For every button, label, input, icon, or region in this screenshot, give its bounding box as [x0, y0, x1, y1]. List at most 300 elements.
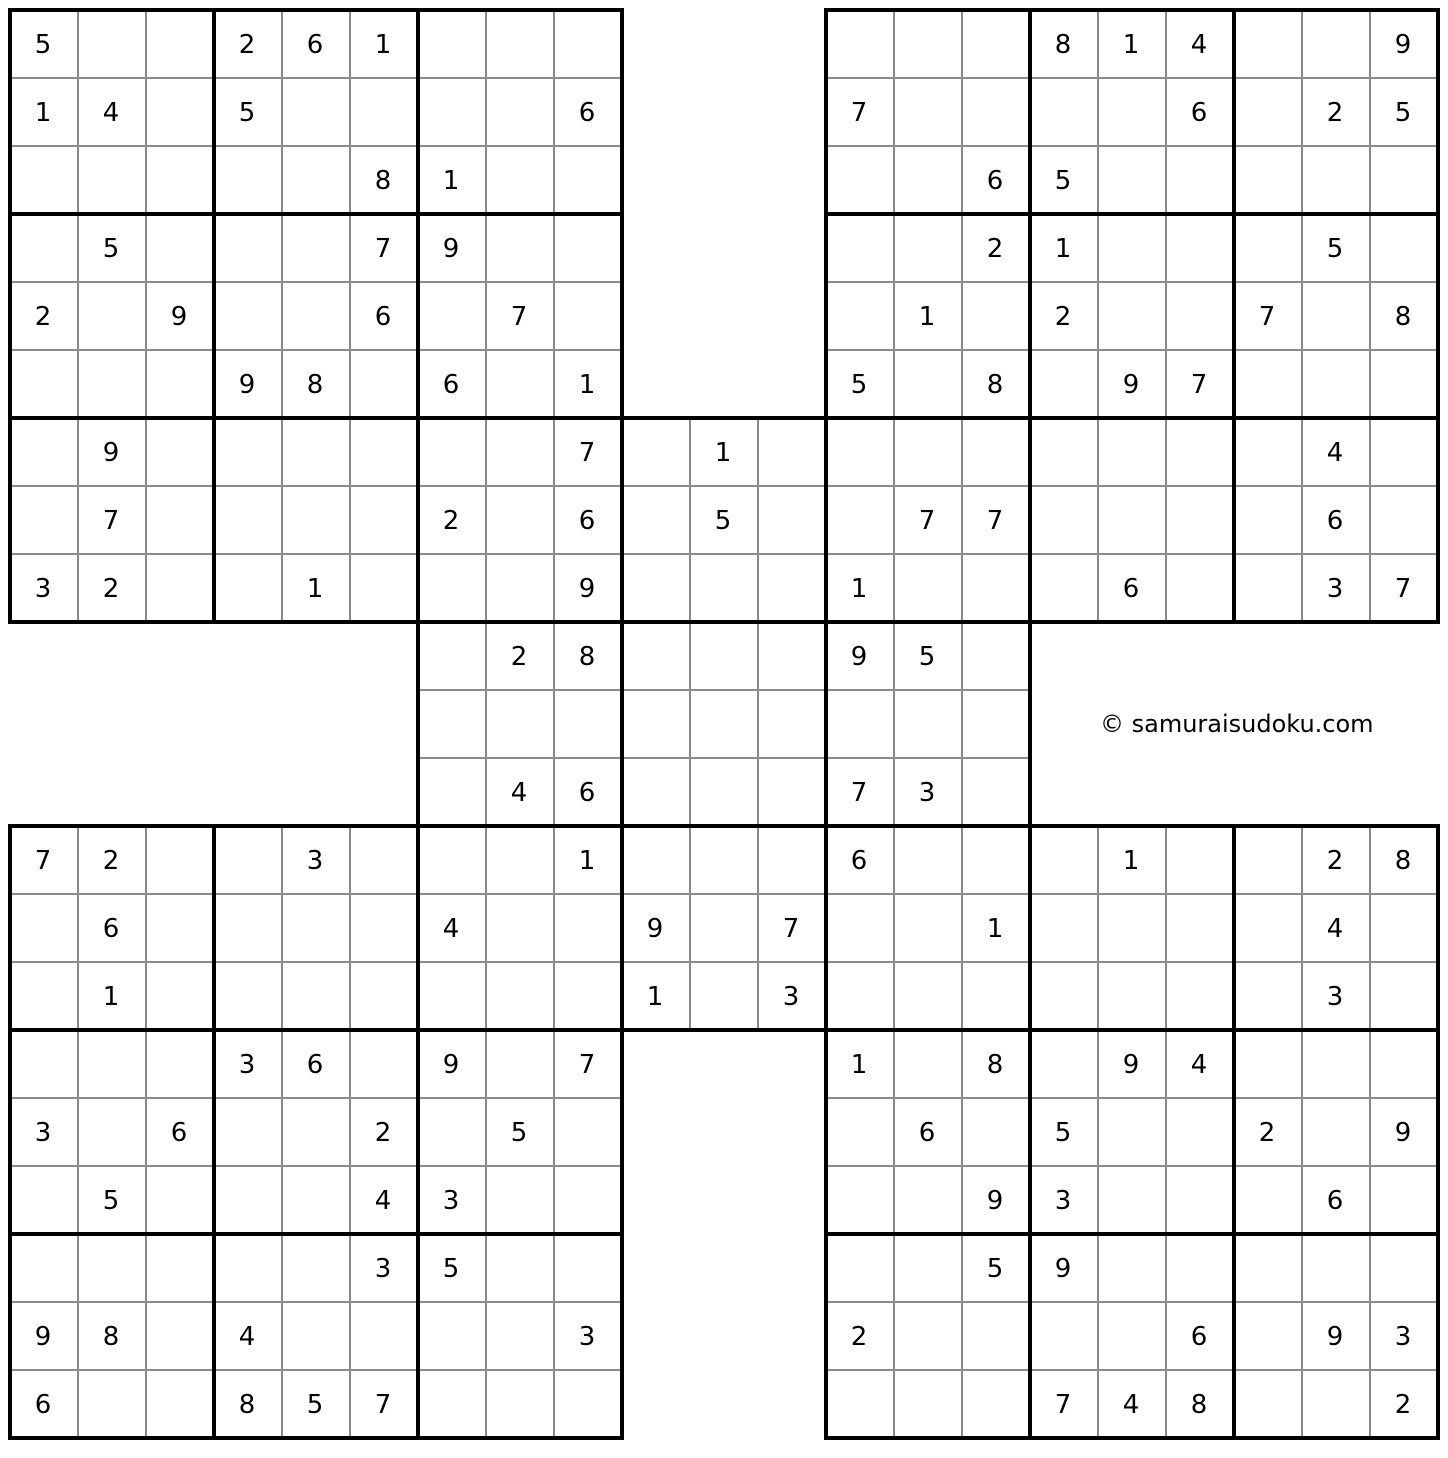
sudoku-cell[interactable]	[1302, 1370, 1370, 1438]
sudoku-cell[interactable]	[1030, 962, 1098, 1030]
sudoku-cell[interactable]	[418, 418, 486, 486]
sudoku-cell[interactable]	[894, 894, 962, 962]
sudoku-cell[interactable]	[894, 146, 962, 214]
given-digit: 4	[1190, 30, 1208, 60]
sudoku-cell[interactable]	[962, 1302, 1030, 1370]
sudoku-cell[interactable]	[486, 554, 554, 622]
sudoku-cell[interactable]	[1030, 1302, 1098, 1370]
sudoku-cell[interactable]	[486, 894, 554, 962]
sudoku-cell[interactable]	[554, 214, 622, 282]
given-digit: 2	[1054, 302, 1072, 332]
sudoku-cell[interactable]	[622, 690, 690, 758]
sudoku-cell[interactable]	[350, 1030, 418, 1098]
copyright-notice: © samuraisudoku.com	[1100, 710, 1374, 738]
sudoku-cell[interactable]	[214, 894, 282, 962]
given-digit: 3	[374, 1254, 392, 1284]
sudoku-cell[interactable]	[1098, 962, 1166, 1030]
sudoku-cell[interactable]	[894, 350, 962, 418]
sudoku-cell[interactable]	[486, 1370, 554, 1438]
sudoku-cell[interactable]	[1166, 486, 1234, 554]
sudoku-cell[interactable]	[418, 758, 486, 826]
sudoku-cell[interactable]	[1098, 894, 1166, 962]
sudoku-cell[interactable]	[894, 418, 962, 486]
sudoku-cell[interactable]	[1370, 894, 1438, 962]
sudoku-cell[interactable]	[1234, 826, 1302, 894]
sudoku-cell[interactable]	[1166, 282, 1234, 350]
sudoku-cell[interactable]	[554, 282, 622, 350]
given-digit: 6	[918, 1118, 936, 1148]
sudoku-cell[interactable]	[282, 214, 350, 282]
sudoku-cell[interactable]	[1098, 1098, 1166, 1166]
sudoku-cell[interactable]	[214, 282, 282, 350]
given-digit: 1	[578, 846, 596, 876]
sudoku-cell[interactable]	[1234, 146, 1302, 214]
sudoku-cell[interactable]	[894, 1234, 962, 1302]
sudoku-cell[interactable]	[622, 758, 690, 826]
sudoku-cell[interactable]	[350, 1302, 418, 1370]
sudoku-cell[interactable]	[826, 1234, 894, 1302]
sudoku-cell[interactable]	[418, 622, 486, 690]
sudoku-cell[interactable]	[894, 962, 962, 1030]
given-digit: 3	[34, 1118, 52, 1148]
sudoku-cell[interactable]	[826, 282, 894, 350]
sudoku-cell[interactable]	[1302, 146, 1370, 214]
sudoku-cell[interactable]	[1370, 350, 1438, 418]
sudoku-cell[interactable]	[282, 1302, 350, 1370]
sudoku-cell[interactable]	[350, 486, 418, 554]
sudoku-cell[interactable]	[486, 146, 554, 214]
sudoku-cell[interactable]	[1166, 1166, 1234, 1234]
sudoku-cell[interactable]	[282, 486, 350, 554]
sudoku-cell[interactable]	[350, 78, 418, 146]
sudoku-cell[interactable]	[10, 486, 78, 554]
sudoku-cell[interactable]	[554, 10, 622, 78]
sudoku-cell[interactable]	[962, 10, 1030, 78]
sudoku-cell[interactable]	[1098, 146, 1166, 214]
given-digit: 4	[1122, 1390, 1140, 1420]
given-digit: 4	[442, 914, 460, 944]
given-digit: 9	[1122, 370, 1140, 400]
sudoku-cell[interactable]	[1302, 10, 1370, 78]
sudoku-cell[interactable]	[1234, 1234, 1302, 1302]
sudoku-cell[interactable]	[1302, 1234, 1370, 1302]
sudoku-cell[interactable]	[690, 962, 758, 1030]
sudoku-cell[interactable]	[1098, 214, 1166, 282]
sudoku-cell[interactable]	[1166, 418, 1234, 486]
sudoku-cell[interactable]	[1234, 350, 1302, 418]
sudoku-cell[interactable]	[350, 962, 418, 1030]
sudoku-cell[interactable]	[894, 10, 962, 78]
sudoku-cell[interactable]	[894, 1166, 962, 1234]
given-digit: 3	[442, 1186, 460, 1216]
sudoku-cell[interactable]	[758, 486, 826, 554]
given-digit: 1	[714, 438, 732, 468]
sudoku-cell[interactable]	[1370, 418, 1438, 486]
sudoku-cell[interactable]	[962, 962, 1030, 1030]
sudoku-cell[interactable]	[1030, 350, 1098, 418]
sudoku-cell[interactable]	[554, 1370, 622, 1438]
sudoku-cell[interactable]	[282, 1234, 350, 1302]
given-digit: 8	[578, 642, 596, 672]
sudoku-cell[interactable]	[10, 1166, 78, 1234]
sudoku-cell[interactable]	[146, 78, 214, 146]
sudoku-cell[interactable]	[78, 1370, 146, 1438]
sudoku-cell[interactable]	[486, 350, 554, 418]
sudoku-cell[interactable]	[1234, 1302, 1302, 1370]
sudoku-cell[interactable]	[418, 10, 486, 78]
given-digit: 7	[102, 506, 120, 536]
sudoku-cell[interactable]	[214, 214, 282, 282]
given-digit: 2	[442, 506, 460, 536]
sudoku-cell[interactable]	[758, 758, 826, 826]
sudoku-cell[interactable]	[690, 894, 758, 962]
sudoku-cell[interactable]	[282, 894, 350, 962]
sudoku-cell[interactable]	[486, 826, 554, 894]
sudoku-cell[interactable]	[622, 418, 690, 486]
sudoku-cell[interactable]	[962, 418, 1030, 486]
sudoku-cell[interactable]	[146, 350, 214, 418]
sudoku-cell[interactable]	[1234, 1370, 1302, 1438]
sudoku-cell[interactable]	[350, 554, 418, 622]
given-digit: 5	[510, 1118, 528, 1148]
sudoku-cell[interactable]	[1302, 282, 1370, 350]
sudoku-cell[interactable]	[486, 418, 554, 486]
given-digit: 3	[1394, 1322, 1412, 1352]
sudoku-cell[interactable]	[350, 894, 418, 962]
sudoku-cell[interactable]	[214, 554, 282, 622]
given-digit: 3	[1326, 574, 1344, 604]
sudoku-cell[interactable]	[826, 894, 894, 962]
given-digit: 6	[306, 30, 324, 60]
sudoku-cell[interactable]	[622, 622, 690, 690]
sudoku-cell[interactable]	[1098, 78, 1166, 146]
sudoku-cell[interactable]	[10, 350, 78, 418]
sudoku-cell[interactable]	[418, 962, 486, 1030]
sudoku-cell[interactable]	[554, 894, 622, 962]
given-digit: 7	[1258, 302, 1276, 332]
sudoku-cell[interactable]	[1302, 1098, 1370, 1166]
given-digit: 5	[850, 370, 868, 400]
sudoku-cell[interactable]	[1030, 826, 1098, 894]
sudoku-cell[interactable]	[1234, 214, 1302, 282]
sudoku-cell[interactable]	[1302, 350, 1370, 418]
given-digit: 4	[1190, 1050, 1208, 1080]
sudoku-cell[interactable]	[486, 1030, 554, 1098]
given-digit: 5	[1054, 166, 1072, 196]
given-digit: 1	[1122, 846, 1140, 876]
sudoku-cell[interactable]	[826, 1098, 894, 1166]
sudoku-cell[interactable]	[962, 78, 1030, 146]
given-digit: 9	[986, 1186, 1004, 1216]
sudoku-cell[interactable]	[690, 826, 758, 894]
sudoku-cell[interactable]	[10, 962, 78, 1030]
sudoku-cell[interactable]	[146, 1302, 214, 1370]
sudoku-cell[interactable]	[622, 486, 690, 554]
sudoku-cell[interactable]	[1098, 1234, 1166, 1302]
sudoku-cell[interactable]	[962, 282, 1030, 350]
sudoku-cell[interactable]	[146, 486, 214, 554]
sudoku-cell[interactable]	[1234, 554, 1302, 622]
sudoku-cell[interactable]	[554, 690, 622, 758]
sudoku-cell[interactable]	[1234, 1166, 1302, 1234]
sudoku-cell[interactable]	[622, 554, 690, 622]
given-digit: 2	[850, 1322, 868, 1352]
sudoku-cell[interactable]	[554, 146, 622, 214]
sudoku-cell[interactable]	[418, 1302, 486, 1370]
sudoku-cell[interactable]	[418, 690, 486, 758]
sudoku-cell[interactable]	[1098, 282, 1166, 350]
sudoku-cell[interactable]	[826, 418, 894, 486]
sudoku-cell[interactable]	[486, 10, 554, 78]
sudoku-cell[interactable]	[146, 418, 214, 486]
sudoku-cell[interactable]	[146, 146, 214, 214]
sudoku-cell[interactable]	[1234, 10, 1302, 78]
sudoku-cell[interactable]	[894, 214, 962, 282]
sudoku-cell[interactable]	[486, 690, 554, 758]
sudoku-cell[interactable]	[1030, 894, 1098, 962]
given-digit: 6	[578, 778, 596, 808]
sudoku-cell[interactable]	[1166, 1098, 1234, 1166]
sudoku-cell[interactable]	[146, 554, 214, 622]
sudoku-cell[interactable]	[486, 1166, 554, 1234]
sudoku-cell[interactable]	[10, 894, 78, 962]
given-digit: 9	[170, 302, 188, 332]
sudoku-cell[interactable]	[486, 962, 554, 1030]
sudoku-cell[interactable]	[826, 962, 894, 1030]
sudoku-cell[interactable]	[758, 554, 826, 622]
sudoku-cell[interactable]	[1166, 214, 1234, 282]
sudoku-cell[interactable]	[962, 1098, 1030, 1166]
sudoku-cell[interactable]	[146, 826, 214, 894]
sudoku-cell[interactable]	[78, 282, 146, 350]
sudoku-cell[interactable]	[146, 1370, 214, 1438]
given-digit: 2	[374, 1118, 392, 1148]
given-digit: 1	[578, 370, 596, 400]
sudoku-cell[interactable]	[962, 758, 1030, 826]
sudoku-cell[interactable]	[486, 486, 554, 554]
sudoku-cell[interactable]	[486, 1234, 554, 1302]
sudoku-cell[interactable]	[146, 962, 214, 1030]
sudoku-cell[interactable]	[826, 146, 894, 214]
sudoku-cell[interactable]	[758, 690, 826, 758]
sudoku-cell[interactable]	[214, 146, 282, 214]
sudoku-cell[interactable]	[146, 1234, 214, 1302]
given-digit: 1	[442, 166, 460, 196]
given-digit: 4	[1326, 438, 1344, 468]
sudoku-cell[interactable]	[214, 826, 282, 894]
sudoku-cell[interactable]	[1370, 1030, 1438, 1098]
given-digit: 2	[1394, 1390, 1412, 1420]
given-digit: 6	[1190, 98, 1208, 128]
sudoku-cell[interactable]	[1370, 962, 1438, 1030]
given-digit: 6	[102, 914, 120, 944]
sudoku-cell[interactable]	[1166, 826, 1234, 894]
sudoku-cell[interactable]	[10, 214, 78, 282]
sudoku-cell[interactable]	[214, 1234, 282, 1302]
sudoku-cell[interactable]	[78, 146, 146, 214]
sudoku-cell[interactable]	[1370, 1234, 1438, 1302]
given-digit: 8	[1394, 846, 1412, 876]
given-digit: 3	[34, 574, 52, 604]
sudoku-cell[interactable]	[554, 1098, 622, 1166]
given-digit: 9	[1394, 1118, 1412, 1148]
sudoku-cell[interactable]	[826, 214, 894, 282]
given-digit: 8	[1394, 302, 1412, 332]
sudoku-cell[interactable]	[1166, 962, 1234, 1030]
sudoku-cell[interactable]	[10, 1234, 78, 1302]
sudoku-cell[interactable]	[1370, 214, 1438, 282]
sudoku-cell[interactable]	[214, 962, 282, 1030]
given-digit: 3	[578, 1322, 596, 1352]
given-digit: 6	[1326, 1186, 1344, 1216]
sudoku-cell[interactable]	[282, 1098, 350, 1166]
sudoku-cell[interactable]	[758, 622, 826, 690]
given-digit: 7	[374, 234, 392, 264]
sudoku-cell[interactable]	[146, 10, 214, 78]
sudoku-cell[interactable]	[894, 826, 962, 894]
sudoku-cell[interactable]	[1030, 486, 1098, 554]
given-digit: 7	[1394, 574, 1412, 604]
sudoku-cell[interactable]	[962, 1370, 1030, 1438]
sudoku-cell[interactable]	[78, 1030, 146, 1098]
sudoku-cell[interactable]	[1166, 894, 1234, 962]
given-digit: 6	[170, 1118, 188, 1148]
sudoku-cell[interactable]	[146, 214, 214, 282]
given-digit: 1	[306, 574, 324, 604]
sudoku-cell[interactable]	[214, 1098, 282, 1166]
sudoku-cell[interactable]	[78, 1234, 146, 1302]
sudoku-cell[interactable]	[826, 10, 894, 78]
sudoku-cell[interactable]	[418, 1098, 486, 1166]
sudoku-cell[interactable]	[690, 758, 758, 826]
sudoku-cell[interactable]	[486, 1302, 554, 1370]
sudoku-cell[interactable]	[690, 690, 758, 758]
sudoku-cell[interactable]	[826, 1166, 894, 1234]
sudoku-cell[interactable]	[146, 894, 214, 962]
given-digit: 7	[850, 778, 868, 808]
given-digit: 3	[238, 1050, 256, 1080]
sudoku-cell[interactable]	[1302, 1030, 1370, 1098]
sudoku-cell[interactable]	[826, 1370, 894, 1438]
sudoku-cell[interactable]	[622, 826, 690, 894]
sudoku-cell[interactable]	[1370, 486, 1438, 554]
sudoku-cell[interactable]	[826, 690, 894, 758]
given-digit: 9	[1122, 1050, 1140, 1080]
sudoku-cell[interactable]	[690, 554, 758, 622]
sudoku-cell[interactable]	[1098, 1166, 1166, 1234]
sudoku-cell[interactable]	[1370, 146, 1438, 214]
sudoku-cell[interactable]	[894, 1370, 962, 1438]
sudoku-cell[interactable]	[1370, 1166, 1438, 1234]
sudoku-cell[interactable]	[758, 826, 826, 894]
sudoku-cell[interactable]	[554, 962, 622, 1030]
given-digit: 2	[510, 642, 528, 672]
sudoku-cell[interactable]	[282, 1166, 350, 1234]
given-digit: 9	[578, 574, 596, 604]
given-digit: 6	[374, 302, 392, 332]
given-digit: 2	[986, 234, 1004, 264]
sudoku-cell[interactable]	[690, 622, 758, 690]
given-digit: 7	[850, 98, 868, 128]
sudoku-cell[interactable]	[1166, 146, 1234, 214]
sudoku-cell[interactable]	[1098, 418, 1166, 486]
sudoku-cell[interactable]	[78, 1098, 146, 1166]
sudoku-cell[interactable]	[10, 146, 78, 214]
sudoku-cell[interactable]	[1030, 554, 1098, 622]
sudoku-cell[interactable]	[962, 826, 1030, 894]
sudoku-cell[interactable]	[418, 1370, 486, 1438]
sudoku-cell[interactable]	[962, 690, 1030, 758]
sudoku-cell[interactable]	[1234, 1030, 1302, 1098]
sudoku-cell[interactable]	[418, 554, 486, 622]
given-digit: 8	[306, 370, 324, 400]
sudoku-cell[interactable]	[1030, 418, 1098, 486]
sudoku-cell[interactable]	[1234, 894, 1302, 962]
given-digit: 8	[238, 1390, 256, 1420]
given-digit: 4	[238, 1322, 256, 1352]
sudoku-cell[interactable]	[554, 1166, 622, 1234]
sudoku-cell[interactable]	[214, 418, 282, 486]
sudoku-cell[interactable]	[1166, 1234, 1234, 1302]
sudoku-cell[interactable]	[486, 214, 554, 282]
sudoku-cell[interactable]	[282, 78, 350, 146]
sudoku-cell[interactable]	[10, 418, 78, 486]
sudoku-cell[interactable]	[1030, 1030, 1098, 1098]
sudoku-cell[interactable]	[78, 350, 146, 418]
sudoku-cell[interactable]	[282, 962, 350, 1030]
sudoku-cell[interactable]	[1234, 486, 1302, 554]
sudoku-cell[interactable]	[1098, 1302, 1166, 1370]
sudoku-cell[interactable]	[214, 1166, 282, 1234]
sudoku-cell[interactable]	[282, 418, 350, 486]
sudoku-cell[interactable]	[894, 690, 962, 758]
sudoku-cell[interactable]	[826, 486, 894, 554]
given-digit: 2	[238, 30, 256, 60]
sudoku-cell[interactable]	[894, 78, 962, 146]
sudoku-cell[interactable]	[418, 282, 486, 350]
sudoku-cell[interactable]	[350, 418, 418, 486]
sudoku-cell[interactable]	[894, 554, 962, 622]
sudoku-cell[interactable]	[1030, 78, 1098, 146]
sudoku-cell[interactable]	[1234, 418, 1302, 486]
sudoku-cell[interactable]	[418, 78, 486, 146]
sudoku-cell[interactable]	[214, 486, 282, 554]
sudoku-cell[interactable]	[282, 282, 350, 350]
sudoku-cell[interactable]	[350, 826, 418, 894]
given-digit: 6	[1122, 574, 1140, 604]
sudoku-cell[interactable]	[894, 1302, 962, 1370]
sudoku-cell[interactable]	[962, 622, 1030, 690]
sudoku-cell[interactable]	[282, 146, 350, 214]
sudoku-cell[interactable]	[1166, 554, 1234, 622]
sudoku-cell[interactable]	[418, 826, 486, 894]
sudoku-cell[interactable]	[758, 418, 826, 486]
sudoku-cell[interactable]	[1098, 486, 1166, 554]
sudoku-cell[interactable]	[554, 1234, 622, 1302]
sudoku-cell[interactable]	[146, 1030, 214, 1098]
given-digit: 7	[986, 506, 1004, 536]
sudoku-cell[interactable]	[1234, 962, 1302, 1030]
sudoku-cell[interactable]	[146, 1166, 214, 1234]
sudoku-cell[interactable]	[350, 350, 418, 418]
sudoku-cell[interactable]	[1234, 78, 1302, 146]
sudoku-cell[interactable]	[894, 1030, 962, 1098]
sudoku-cell[interactable]	[486, 78, 554, 146]
given-digit: 9	[1326, 1322, 1344, 1352]
sudoku-cell[interactable]	[10, 1030, 78, 1098]
sudoku-cell[interactable]	[962, 554, 1030, 622]
sudoku-cell[interactable]	[78, 10, 146, 78]
